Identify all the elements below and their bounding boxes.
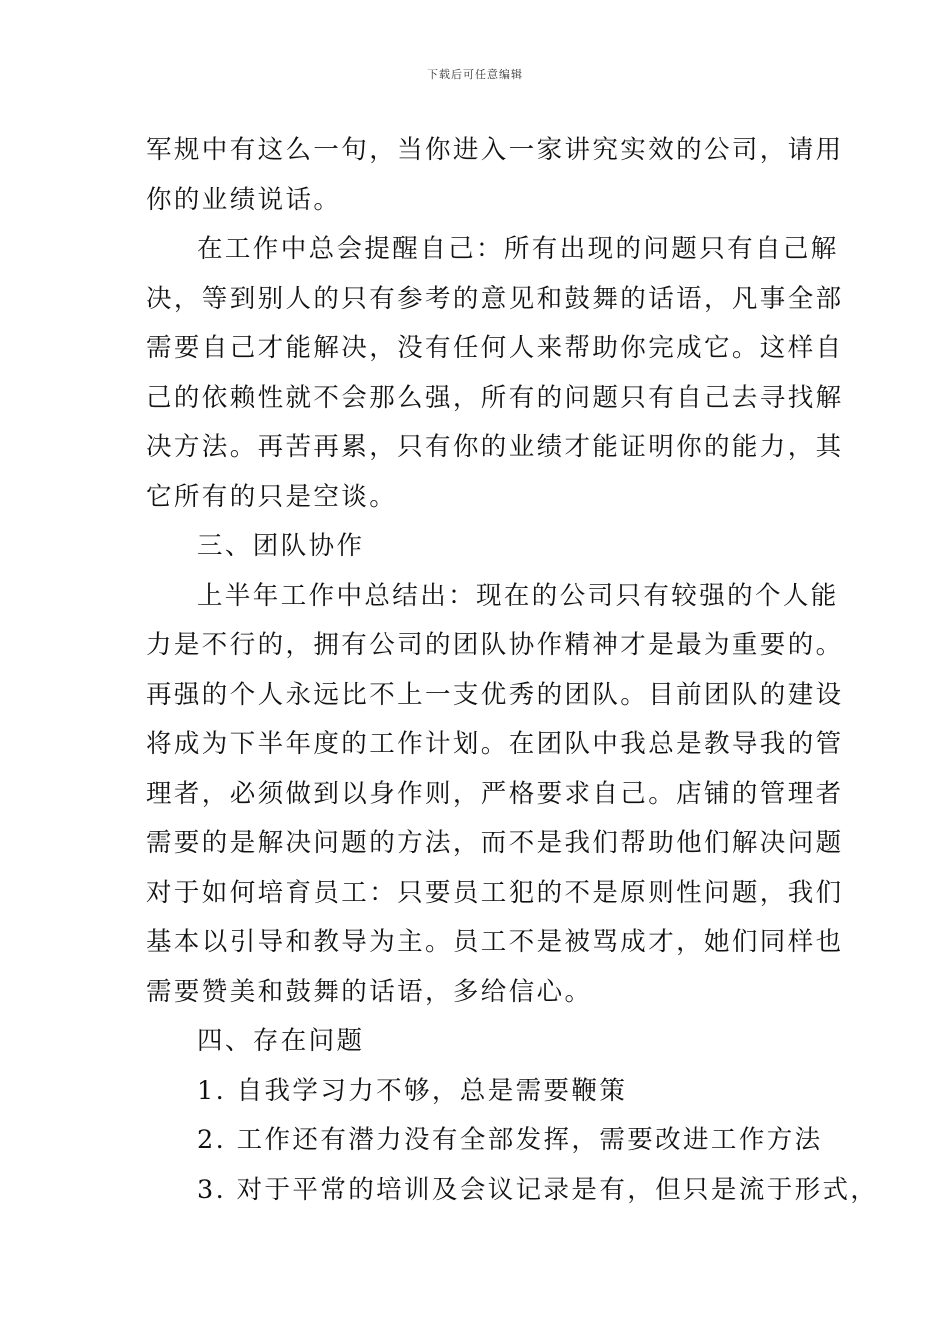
text-line: 基本以引导和教导为主。员工不是被骂成才，她们同样也	[146, 927, 844, 957]
text-line: 力是不行的，拥有公司的团队协作精神才是最为重要的。	[146, 630, 844, 660]
text-line: 在工作中总会提醒自己：所有出现的问题只有自己解	[197, 234, 839, 264]
list-item: 3. 对于平常的培训及会议记录是有，但只是流于形式，	[197, 1174, 879, 1205]
text-line: 决方法。再苦再累，只有你的业绩才能证明你的能力，其	[146, 432, 844, 462]
text-line: 决，等到别人的只有参考的意见和鼓舞的话语，凡事全部	[146, 283, 844, 314]
text-line: 再强的个人永远比不上一支优秀的团队。目前团队的建设	[146, 679, 844, 710]
text-line: 军规中有这么一句，当你进入一家讲究实效的公司，请用	[146, 135, 844, 165]
text-line: 你的业绩说话。	[146, 184, 342, 215]
text-line: 它所有的只是空谈。	[146, 481, 398, 512]
text-line: 需要的是解决问题的方法，而不是我们帮助他们解决问题	[146, 828, 844, 858]
text-line: 上半年工作中总结出：现在的公司只有较强的个人能	[197, 580, 839, 611]
list-item: 1. 自我学习力不够，总是需要鞭策	[197, 1075, 628, 1106]
section-heading: 四、存在问题	[197, 1026, 365, 1056]
text-line: 己的依赖性就不会那么强，所有的问题只有自己去寻找解	[146, 382, 844, 413]
text-line: 将成为下半年度的工作计划。在团队中我总是教导我的管	[146, 729, 844, 759]
text-line: 需要赞美和鼓舞的话语，多给信心。	[146, 976, 593, 1007]
text-line: 需要自己才能解决，没有任何人来帮助你完成它。这样自	[146, 333, 844, 363]
section-heading: 三、团队协作	[197, 531, 365, 561]
document-body	[146, 126, 879, 1215]
page-header-note: 下载后可任意编辑	[427, 68, 523, 81]
list-item: 2. 工作还有潜力没有全部发挥，需要改进工作方法	[197, 1125, 823, 1155]
text-line: 理者，必须做到以身作则，严格要求自己。店铺的管理者	[146, 778, 844, 809]
text-line: 对于如何培育员工：只要员工犯的不是原则性问题，我们	[146, 877, 844, 908]
